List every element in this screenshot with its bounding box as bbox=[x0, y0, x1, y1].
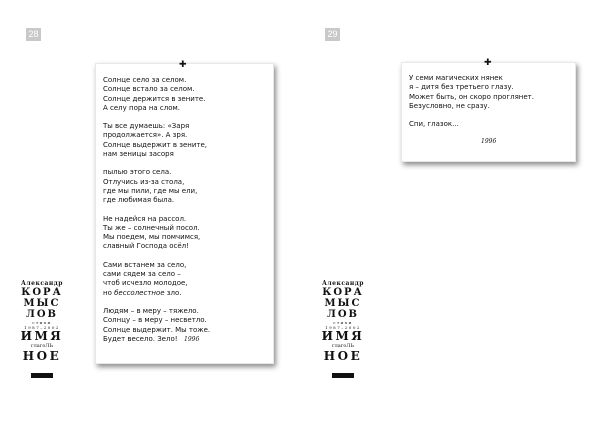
logo-middle: глагоЛЬ bbox=[31, 343, 53, 349]
poem-line: Солнце держится в зените. bbox=[103, 94, 206, 103]
poem-year: 1996 bbox=[184, 336, 200, 343]
logo-years: 1987–2002 bbox=[24, 325, 60, 330]
right-page bbox=[300, 0, 600, 425]
poem-line: где любимая была. bbox=[103, 196, 175, 205]
poem-line: Безусловно, не сразу. bbox=[409, 101, 490, 110]
logo-surname-2: МЫС bbox=[324, 298, 362, 309]
poem-line: пылью этого села. bbox=[103, 168, 172, 177]
poem-line: Сами встанем за село, bbox=[103, 260, 187, 269]
poem bbox=[103, 76, 210, 353]
logo-surname-1: КОРА bbox=[322, 287, 364, 298]
poem-stanza bbox=[103, 261, 210, 298]
cross-icon: ✚ bbox=[484, 58, 492, 68]
cross-icon: ✚ bbox=[179, 60, 187, 70]
poem-line: А селу пора на слом. bbox=[103, 103, 181, 112]
poem-line: Солнце выдержит в зените, bbox=[103, 140, 208, 149]
poem-line: Солнце село за селом. bbox=[103, 76, 187, 84]
poem-stanza bbox=[409, 120, 534, 129]
logo-surname-1: КОРА bbox=[21, 287, 63, 298]
poem-line: Ты же – солнечный посол. bbox=[103, 223, 200, 232]
poem-stanza bbox=[103, 122, 210, 159]
logo-bar bbox=[332, 373, 354, 378]
logo-title-2: НОЕ bbox=[323, 349, 363, 363]
poem-card bbox=[401, 58, 576, 162]
poem-line: Солнцу – в меру – несветло. bbox=[103, 316, 207, 325]
poem-card bbox=[95, 60, 274, 364]
poem-line: славный Господа осёл! bbox=[103, 242, 189, 251]
poem-line: Мы поедем, мы помчимся, bbox=[103, 233, 201, 242]
poem-line: Ты все думаешь: «Заря bbox=[103, 122, 190, 131]
poem-line: сами сядем за село – bbox=[103, 270, 181, 279]
poem-line: Может быть, он скоро проглянет. bbox=[409, 92, 534, 101]
page-number: 29 bbox=[325, 28, 340, 41]
poem-line: Спи, глазок... bbox=[409, 120, 459, 129]
poem-stanza bbox=[103, 215, 210, 252]
poem-line: У семи магических нянек bbox=[409, 74, 503, 82]
poem-line: чтоб исчезло молодое, bbox=[103, 279, 188, 288]
poem-stanza bbox=[103, 168, 210, 205]
logo-title-2: НОЕ bbox=[22, 349, 62, 363]
poem-line: где мы пили, где мы ели, bbox=[103, 186, 198, 195]
poem-stanza bbox=[409, 74, 534, 111]
poem-line: Людям – в меру – тяжело. bbox=[103, 306, 199, 315]
book-logo bbox=[12, 280, 72, 382]
poem-line: я – дитя без третьего глазу. bbox=[409, 83, 514, 92]
logo-bar bbox=[31, 373, 53, 378]
logo-author: Александр bbox=[21, 280, 63, 287]
logo-title-1: ИМЯ bbox=[321, 329, 365, 343]
poem-line: Будет весело. Зело! bbox=[103, 334, 178, 343]
poem-line: Отлучись из-за стола, bbox=[103, 177, 185, 186]
logo-years: 1987–2002 bbox=[325, 325, 361, 330]
logo-surname-3: ЛОВ bbox=[326, 309, 359, 320]
poem-line: Не надейся на рассол. bbox=[103, 214, 187, 223]
poem-stanza bbox=[103, 76, 210, 113]
logo-title-1: ИМЯ bbox=[20, 329, 64, 343]
emphasis: бессолестное bbox=[114, 288, 165, 297]
logo-subtitle: стихи bbox=[32, 320, 52, 325]
logo-author: Александр bbox=[322, 280, 364, 287]
poem-line: Солнце выдержит. Мы тоже. bbox=[103, 325, 211, 334]
book-logo bbox=[313, 280, 373, 382]
poem bbox=[409, 74, 534, 138]
logo-surname-3: ЛОВ bbox=[25, 309, 58, 320]
poem-line: Солнце встало за селом. bbox=[103, 85, 195, 94]
logo-middle: глагоЛЬ bbox=[332, 343, 354, 349]
poem-year: 1996 bbox=[481, 138, 497, 145]
poem-line: но бессолестное зло. bbox=[103, 288, 182, 297]
logo-subtitle: стихи bbox=[333, 320, 353, 325]
logo-surname-2: МЫС bbox=[23, 298, 61, 309]
poem-line: нам зеницы засоря bbox=[103, 150, 174, 159]
poem-line: продолжается». А зря. bbox=[103, 131, 188, 140]
page-number: 28 bbox=[26, 28, 41, 41]
